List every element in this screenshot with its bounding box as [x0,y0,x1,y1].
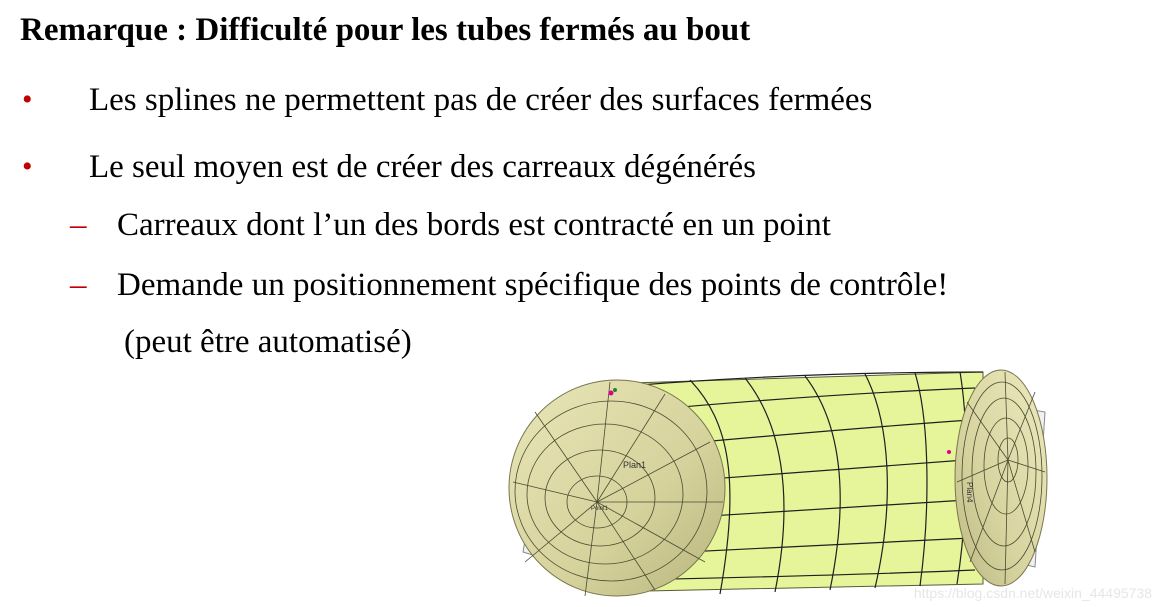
bullet-text: Le seul moyen est de créer des carreaux dégénérés [89,149,756,185]
control-point-marker [609,391,614,396]
dash-icon: – [70,207,87,243]
point-label: Point1 [591,506,609,512]
plane-right-label: Plan4 [965,482,974,503]
subbullet-item [0,203,1162,247]
bullet-item [0,78,1162,122]
control-point-marker [613,388,617,392]
bullet-text: Les splines ne permettent pas de créer des surfaces fermées [89,82,873,118]
watermark: https://blog.csdn.net/weixin_44495738 [913,585,1152,601]
closed-tube-figure [505,362,1060,602]
plane-left-label: Plan1 [623,460,647,470]
continuation-text: (peut être automatisé) [124,324,412,360]
slide-title: Remarque : Difficulté pour les tubes fermés au bout [20,12,751,48]
subbullet-text: Demande un positionnement spécifique des points de contrôle! [117,267,949,303]
control-point-marker [947,450,951,454]
bullet-dot-icon: • [22,150,33,183]
bullet-item [0,145,1162,189]
subbullet-text: Carreaux dont l’un des bords est contracté en un point [117,207,831,243]
dash-icon: – [70,267,87,303]
bullet-dot-icon: • [22,83,33,116]
subbullet-item [0,263,1162,307]
